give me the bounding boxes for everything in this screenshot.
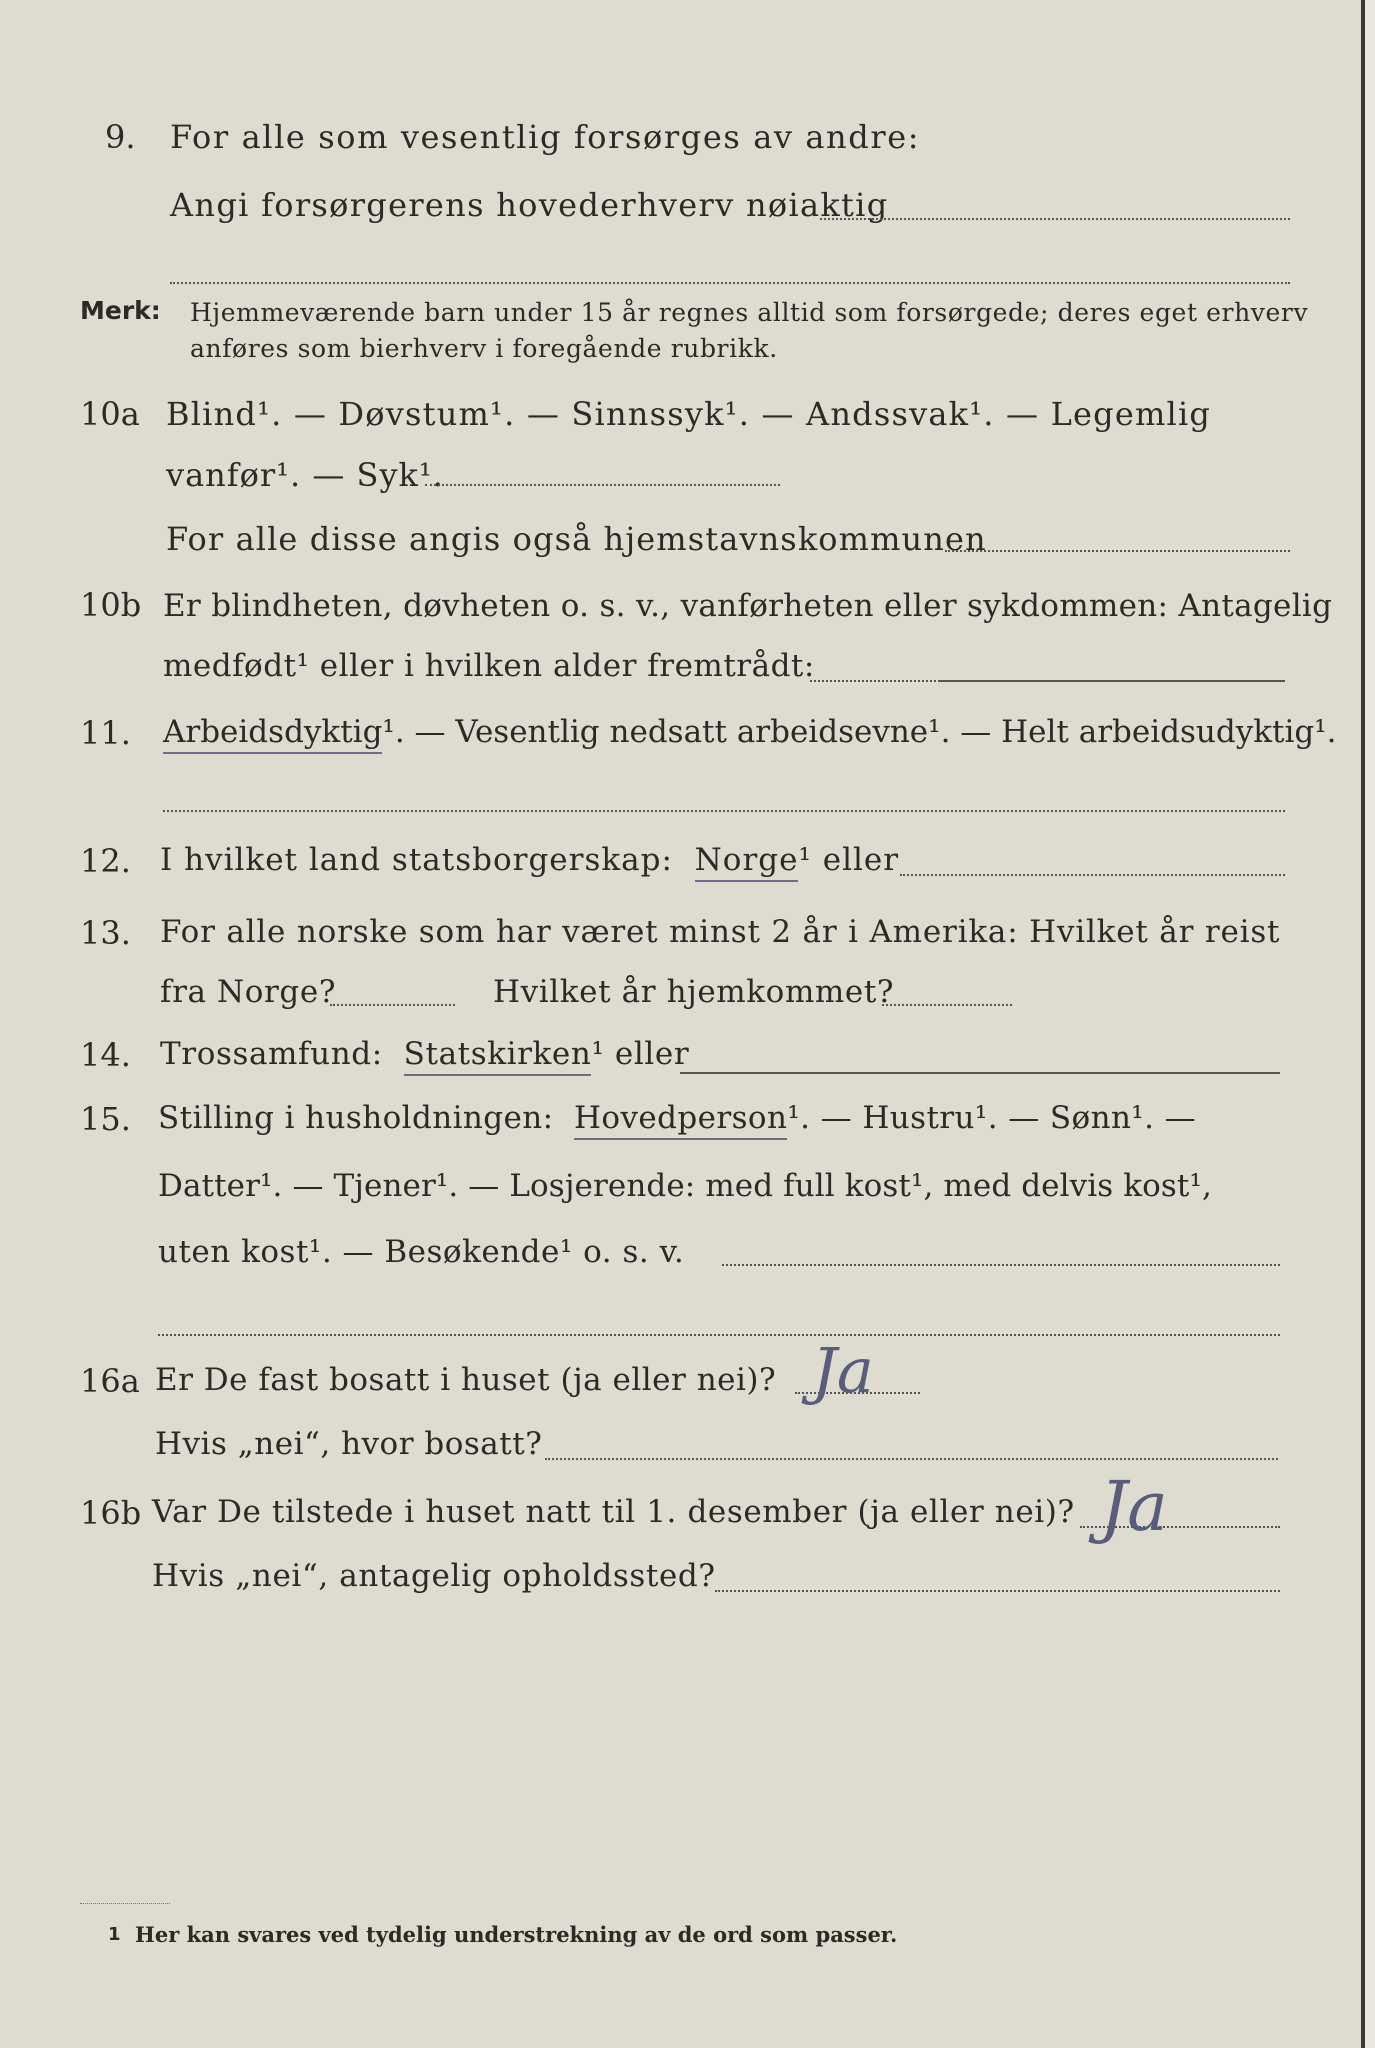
q12-underlined-answer[interactable]: Norge <box>695 842 799 882</box>
q16b-number: 16b <box>80 1494 142 1532</box>
q13-line1: For alle norske som har været minst 2 år i Amerika: Hvilket år reist <box>160 914 1281 950</box>
q16b-line1: Var De tilstede i huset natt til 1. desember (ja eller nei)? <box>152 1494 1075 1530</box>
q9-answer-line[interactable] <box>820 218 1290 220</box>
q10a-line2: vanfør¹. — Syk¹. <box>166 456 444 494</box>
merk-line1: Hjemmeværende barn under 15 år regnes alltid som forsørgede; deres eget erhverv <box>190 298 1309 327</box>
q10a-answer-line[interactable] <box>425 484 780 486</box>
q11-underlined-answer[interactable]: Arbeidsdyktig <box>163 714 382 754</box>
q16a-line2: Hvis „nei“, hvor bosatt? <box>155 1426 543 1462</box>
q10b-answer-dots[interactable] <box>810 680 940 682</box>
q14-answer-line[interactable] <box>680 1072 1280 1074</box>
q10a-number: 10a <box>80 395 140 433</box>
q14-post: ¹ eller <box>591 1036 690 1072</box>
q16a-residence-line[interactable] <box>545 1458 1278 1460</box>
q13-line2b: Hvilket år hjemkommet? <box>493 974 895 1010</box>
merk-label: Merk: <box>80 296 161 325</box>
q14-number: 14. <box>80 1036 131 1074</box>
footnote-rule <box>80 1903 170 1904</box>
q16b-location-line[interactable] <box>715 1590 1280 1592</box>
q9-answer-line2[interactable] <box>170 282 1290 284</box>
q16b-line2: Hvis „nei“, antagelig opholdssted? <box>152 1558 716 1594</box>
q15-line3: uten kost¹. — Besøkende¹ o. s. v. <box>158 1234 685 1270</box>
q14-underlined-answer[interactable]: Statskirken <box>404 1036 592 1076</box>
q16a-handwritten-answer[interactable]: Ja <box>812 1334 874 1407</box>
q15-pre: Stilling i husholdningen: <box>158 1100 554 1136</box>
q11-rest: ¹. — Vesentlig nedsatt arbeidsevne¹. — Helt arbeidsudyktig¹. <box>382 714 1337 750</box>
q13-line2a: fra Norge? <box>160 974 337 1010</box>
q15-line1-rest: ¹. — Hustru¹. — Sønn¹. — <box>787 1100 1197 1136</box>
footnote-text: Her kan svares ved tydelig understrekning av de ord som passer. <box>135 1922 898 1947</box>
q16b-handwritten-answer[interactable]: Ja <box>1100 1468 1168 1547</box>
q10b-line1: Er blindheten, døvheten o. s. v., vanførheten eller sykdommen: Antagelig <box>163 588 1333 624</box>
q10b-number: 10b <box>80 586 142 624</box>
q10b-answer-line[interactable] <box>940 680 1285 682</box>
q9-line1: For alle som vesentlig forsørges av andre: <box>170 118 921 156</box>
merk-line2: anføres som bierhverv i foregående rubrikk. <box>190 334 778 363</box>
q12-answer-line[interactable] <box>900 874 1285 876</box>
q12-number: 12. <box>80 842 131 880</box>
q14-line <box>160 1036 689 1072</box>
q10a-line3: For alle disse angis også hjemstavnskommunen <box>166 520 987 558</box>
page-border <box>1361 0 1365 2048</box>
q13-return-line[interactable] <box>882 1004 1012 1006</box>
q10b-line2: medfødt¹ eller i hvilken alder fremtrådt: <box>163 648 815 684</box>
q13-left-line[interactable] <box>330 1004 455 1006</box>
q16a-line1: Er De fast bosatt i huset (ja eller nei)? <box>155 1362 777 1398</box>
q10a-line1: Blind¹. — Døvstum¹. — Sinnssyk¹. — Andssvak¹. — Legemlig <box>166 395 1212 433</box>
q11-line <box>163 714 1337 750</box>
footnote-mark: 1 <box>108 1924 121 1945</box>
q12-pre: I hvilket land statsborgerskap: <box>160 842 673 878</box>
q11-number: 11. <box>80 714 131 752</box>
q15-answer-line[interactable] <box>722 1264 1280 1266</box>
q16a-number: 16a <box>80 1362 140 1400</box>
q15-underlined-answer[interactable]: Hovedperson <box>574 1100 787 1140</box>
q13-number: 13. <box>80 914 131 952</box>
q9-number: 9. <box>105 118 136 156</box>
q9-line2: Angi forsørgerens hovederhverv nøiaktig <box>170 186 889 224</box>
q12-line <box>160 842 899 878</box>
q14-pre: Trossamfund: <box>160 1036 383 1072</box>
q15-line1 <box>158 1100 1196 1136</box>
q15-line2: Datter¹. — Tjener¹. — Losjerende: med full kost¹, med delvis kost¹, <box>158 1168 1212 1204</box>
q11-answer-line[interactable] <box>163 810 1285 812</box>
q12-post: ¹ eller <box>798 842 900 878</box>
q15-answer-line2[interactable] <box>158 1334 1280 1336</box>
q10a-home-line[interactable] <box>945 550 1290 552</box>
page-edge <box>1365 0 1375 2048</box>
q15-number: 15. <box>80 1100 131 1138</box>
